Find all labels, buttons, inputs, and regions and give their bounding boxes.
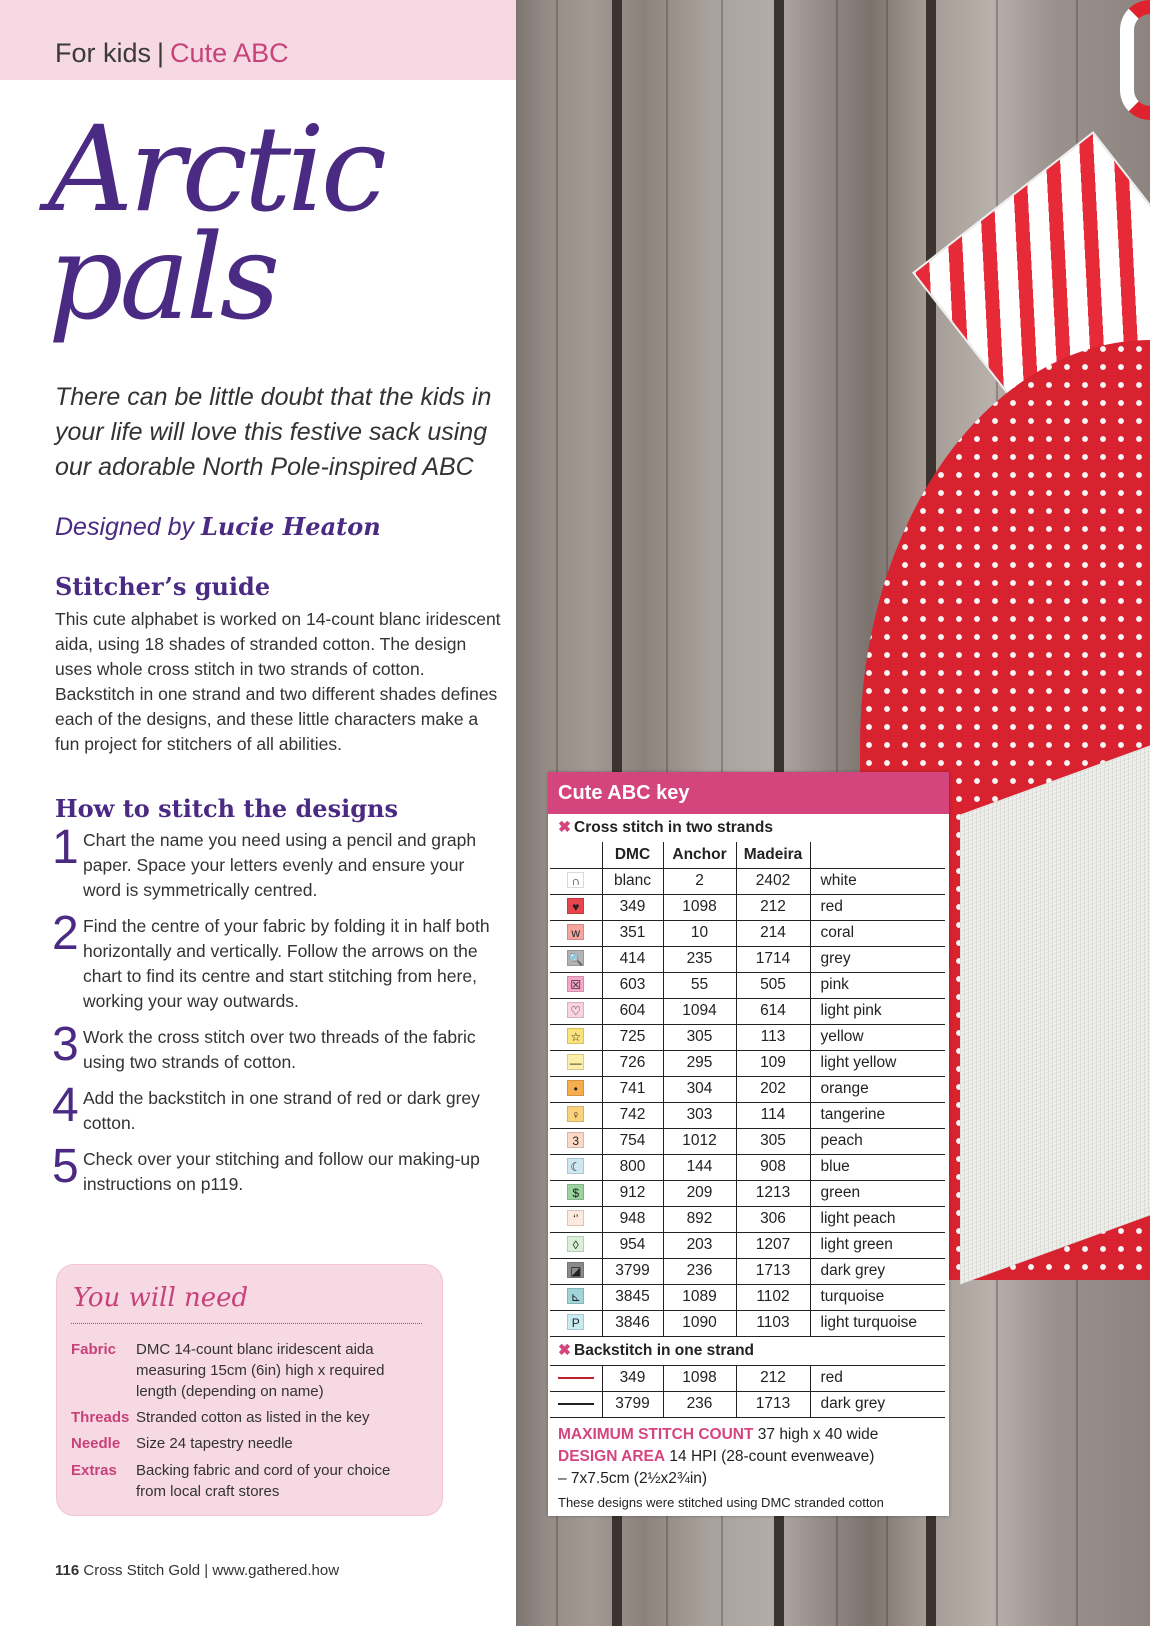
step-text: Work the cross stitch over two threads of the fabric using two strands of cotton. xyxy=(83,1027,476,1072)
table-row xyxy=(550,1232,945,1258)
title-line-1: Arctic xyxy=(48,100,383,238)
table-row xyxy=(550,1128,945,1154)
symbol-cell xyxy=(550,972,602,998)
table-row xyxy=(550,1180,945,1206)
design-area-size: – 7x7.5cm (2½x2¾in) xyxy=(558,1469,708,1487)
key-title: Cute ABC key xyxy=(548,772,949,814)
thread-key xyxy=(548,772,949,1516)
need-value: Size 24 tapestry needle xyxy=(136,1435,293,1452)
need-label: Fabric xyxy=(71,1341,117,1358)
cross-stitch-table xyxy=(550,842,945,1337)
column-header: Anchor xyxy=(663,842,736,868)
colour-name-cell: peach xyxy=(810,1128,945,1154)
madeira-cell: 212 xyxy=(736,894,810,920)
anchor-cell: 304 xyxy=(663,1076,736,1102)
stitch-symbol-icon: ‘’ xyxy=(567,1210,584,1226)
colour-name-cell: red xyxy=(810,1365,945,1391)
step-1 xyxy=(52,821,502,903)
table-row xyxy=(550,1258,945,1284)
stitch-symbol-icon: P xyxy=(567,1314,584,1330)
subsection-name: Cute ABC xyxy=(170,38,289,68)
anchor-cell: 1012 xyxy=(663,1128,736,1154)
table-row xyxy=(550,1154,945,1180)
colour-name-cell: pink xyxy=(810,972,945,998)
step-5 xyxy=(52,1140,502,1197)
colour-name-cell: turquoise xyxy=(810,1284,945,1310)
symbol-cell xyxy=(550,1102,602,1128)
table-row xyxy=(550,998,945,1024)
anchor-cell: 10 xyxy=(663,920,736,946)
step-text: Check over your stitching and follow our making-up instructions on p119. xyxy=(83,1149,480,1194)
anchor-cell: 144 xyxy=(663,1154,736,1180)
symbol-cell xyxy=(550,1232,602,1258)
cross-icon: ✖ xyxy=(558,1341,571,1359)
designer-name: Lucie Heaton xyxy=(200,512,381,541)
page-footer: 116 Cross Stitch Gold | www.gathered.how xyxy=(55,1562,340,1579)
symbol-cell xyxy=(550,1076,602,1102)
anchor-cell: 236 xyxy=(663,1258,736,1284)
madeira-cell: 214 xyxy=(736,920,810,946)
colour-name-cell: blue xyxy=(810,1154,945,1180)
step-text: Add the backstitch in one strand of red or dark grey cotton. xyxy=(83,1088,480,1133)
stitch-symbol-icon: w xyxy=(567,924,584,940)
table-row xyxy=(550,1284,945,1310)
table-row xyxy=(550,1391,945,1417)
section-separator: | xyxy=(157,38,165,68)
key-note: These designs were stitched using DMC stranded cotton xyxy=(558,1494,884,1510)
dmc-cell: 604 xyxy=(602,998,663,1024)
madeira-cell: 908 xyxy=(736,1154,810,1180)
anchor-cell: 235 xyxy=(663,946,736,972)
colour-name-cell: light yellow xyxy=(810,1050,945,1076)
area-value: 14 HPI (28-count evenweave) xyxy=(669,1447,875,1465)
symbol-cell xyxy=(550,1024,602,1050)
max-value: 37 high x 40 wide xyxy=(757,1425,879,1443)
guide-heading: Stitcher’s guide xyxy=(55,572,271,601)
dmc-cell: 948 xyxy=(602,1206,663,1232)
anchor-cell: 1094 xyxy=(663,998,736,1024)
dmc-cell: 414 xyxy=(602,946,663,972)
table-row xyxy=(550,920,945,946)
madeira-cell: 306 xyxy=(736,1206,810,1232)
symbol-cell xyxy=(550,1180,602,1206)
backstitch-heading-text: Backstitch in one strand xyxy=(574,1341,755,1359)
symbol-cell xyxy=(550,1206,602,1232)
step-number: 1 xyxy=(52,821,79,874)
section-label xyxy=(55,38,289,69)
table-row xyxy=(550,946,945,972)
anchor-cell: 1098 xyxy=(663,1365,736,1391)
column-header: Madeira xyxy=(736,842,810,868)
dmc-cell: 741 xyxy=(602,1076,663,1102)
steps-list xyxy=(52,821,502,1197)
madeira-cell: 614 xyxy=(736,998,810,1024)
stitch-symbol-icon: ♀ xyxy=(567,1106,584,1122)
stitch-symbol-icon: 3 xyxy=(567,1132,584,1148)
standfirst: There can be little doubt that the kids in your life will love this festive sack using our adorable North Pole-inspired ABC xyxy=(55,383,492,481)
backstitch-table xyxy=(550,1365,945,1418)
page-number: 116 xyxy=(55,1562,80,1579)
madeira-cell: 212 xyxy=(736,1365,810,1391)
dmc-cell: 954 xyxy=(602,1232,663,1258)
dmc-cell: 912 xyxy=(602,1180,663,1206)
symbol-cell xyxy=(550,1154,602,1180)
key-footer xyxy=(548,1418,949,1514)
colour-name-cell: dark grey xyxy=(810,1391,945,1417)
need-extras xyxy=(71,1460,421,1502)
stitch-symbol-icon: ☆ xyxy=(567,1028,584,1044)
magazine-name: Cross Stitch Gold xyxy=(83,1562,201,1579)
symbol-cell xyxy=(550,1050,602,1076)
table-row xyxy=(550,1310,945,1336)
table-row xyxy=(550,1206,945,1232)
madeira-cell: 1213 xyxy=(736,1180,810,1206)
madeira-cell: 202 xyxy=(736,1076,810,1102)
colour-name-cell: light pink xyxy=(810,998,945,1024)
colour-name-cell: light green xyxy=(810,1232,945,1258)
colour-name-cell: red xyxy=(810,894,945,920)
byline-prefix: Designed by xyxy=(55,513,194,541)
madeira-cell: 1207 xyxy=(736,1232,810,1258)
need-threads xyxy=(71,1407,421,1428)
stitch-symbol-icon: 🔍 xyxy=(568,952,584,966)
madeira-cell: 113 xyxy=(736,1024,810,1050)
dmc-cell: 351 xyxy=(602,920,663,946)
anchor-cell: 2 xyxy=(663,868,736,894)
step-3 xyxy=(52,1018,502,1075)
step-4 xyxy=(52,1079,502,1136)
stitch-symbol-icon: ♥ xyxy=(567,898,584,914)
stitch-symbol-icon: ◊ xyxy=(567,1236,584,1252)
madeira-cell: 2402 xyxy=(736,868,810,894)
stitch-symbol-icon: ⊾ xyxy=(567,1288,584,1304)
dmc-cell: blanc xyxy=(602,868,663,894)
symbol-cell xyxy=(550,894,602,920)
guide-text: This cute alphabet is worked on 14-count blanc iridescent aida, using 18 shades of stranded cotton. The design uses whole cross stitch in two strands of cotton. Backstitch in one strand and two different shades defines each of the designs, and these little characters make a fun project for stitchers of all abilities. xyxy=(55,609,501,754)
step-text: Chart the name you need using a pencil and graph paper. Space your letters evenly and ensure your word is symmetrically centred. xyxy=(83,830,477,900)
step-number: 4 xyxy=(52,1079,79,1132)
anchor-cell: 203 xyxy=(663,1232,736,1258)
cross-stitch-heading-text: Cross stitch in two strands xyxy=(574,819,773,836)
max-stitch-count xyxy=(558,1424,939,1446)
symbol-cell xyxy=(550,868,602,894)
line-cell xyxy=(550,1365,602,1391)
dmc-cell: 3846 xyxy=(602,1310,663,1336)
table-row xyxy=(550,1076,945,1102)
colour-name-cell: white xyxy=(810,868,945,894)
candy-cane xyxy=(1120,0,1150,120)
cross-icon: ✖ xyxy=(558,819,571,836)
website: www.gathered.how xyxy=(212,1562,340,1579)
title-line-2: pals xyxy=(48,208,277,346)
dmc-cell: 3799 xyxy=(602,1258,663,1284)
design-area xyxy=(558,1446,939,1468)
stitch-symbol-icon: $ xyxy=(567,1184,584,1200)
dmc-cell: 603 xyxy=(602,972,663,998)
dmc-cell: 3845 xyxy=(602,1284,663,1310)
colour-name-cell: tangerine xyxy=(810,1102,945,1128)
table-row xyxy=(550,972,945,998)
dmc-cell: 349 xyxy=(602,894,663,920)
symbol-cell xyxy=(550,998,602,1024)
dotted-divider xyxy=(71,1323,422,1324)
anchor-cell: 236 xyxy=(663,1391,736,1417)
stitch-symbol-icon: • xyxy=(567,1080,584,1096)
step-text: Find the centre of your fabric by folding it in half both horizontally and vertically. Follow the arrows on the chart to find its centre and start stitching from here, working your way outwards. xyxy=(83,916,490,1011)
stitch-symbol-icon: ☒ xyxy=(567,976,584,992)
madeira-cell: 1103 xyxy=(736,1310,810,1336)
need-fabric xyxy=(71,1339,421,1402)
table-row xyxy=(550,1102,945,1128)
step-number: 2 xyxy=(52,907,79,960)
colour-name-cell: orange xyxy=(810,1076,945,1102)
colour-name-cell: coral xyxy=(810,920,945,946)
colour-name-cell: grey xyxy=(810,946,945,972)
name-header xyxy=(810,842,945,868)
symbol-cell xyxy=(550,1128,602,1154)
howto-heading: How to stitch the designs xyxy=(55,794,398,823)
byline xyxy=(55,512,381,542)
madeira-cell: 305 xyxy=(736,1128,810,1154)
anchor-cell: 305 xyxy=(663,1024,736,1050)
colour-name-cell: yellow xyxy=(810,1024,945,1050)
table-row xyxy=(550,894,945,920)
stitch-symbol-icon: ◪ xyxy=(567,1262,584,1278)
page-title xyxy=(48,100,383,346)
stitch-symbol-icon: — xyxy=(567,1054,584,1070)
anchor-cell: 892 xyxy=(663,1206,736,1232)
cross-stitch-heading xyxy=(548,814,949,842)
colour-name-cell: green xyxy=(810,1180,945,1206)
max-label: MAXIMUM STITCH COUNT xyxy=(558,1425,754,1443)
colour-name-cell: light peach xyxy=(810,1206,945,1232)
table-row xyxy=(550,1365,945,1391)
aida-band xyxy=(960,745,1150,1284)
section-name: For kids xyxy=(55,38,152,68)
area-label: DESIGN AREA xyxy=(558,1447,666,1465)
anchor-cell: 55 xyxy=(663,972,736,998)
backstitch-heading xyxy=(548,1337,949,1365)
anchor-cell: 303 xyxy=(663,1102,736,1128)
you-will-need-box xyxy=(56,1264,443,1516)
dmc-cell: 800 xyxy=(602,1154,663,1180)
table-row xyxy=(550,868,945,894)
stitch-symbol-icon: ∩ xyxy=(567,872,584,888)
symbol-cell xyxy=(550,946,602,972)
dmc-cell: 349 xyxy=(602,1365,663,1391)
anchor-cell: 1089 xyxy=(663,1284,736,1310)
backstitch-line-icon xyxy=(558,1403,594,1405)
table-row xyxy=(550,1050,945,1076)
dmc-cell: 3799 xyxy=(602,1391,663,1417)
anchor-cell: 295 xyxy=(663,1050,736,1076)
anchor-cell: 1098 xyxy=(663,894,736,920)
backstitch-line-icon xyxy=(558,1377,594,1379)
dmc-cell: 725 xyxy=(602,1024,663,1050)
need-label: Extras xyxy=(71,1462,117,1479)
colour-name-cell: light turquoise xyxy=(810,1310,945,1336)
step-number: 5 xyxy=(52,1140,79,1193)
need-value: DMC 14-count blanc iridescent aida measuring 15cm (6in) high x required length (depending on name) xyxy=(136,1341,385,1400)
symbol-cell xyxy=(550,1310,602,1336)
madeira-cell: 1714 xyxy=(736,946,810,972)
dmc-cell: 754 xyxy=(602,1128,663,1154)
stitch-symbol-icon: ♡ xyxy=(567,1002,584,1018)
symbol-cell xyxy=(550,920,602,946)
symbol-cell xyxy=(550,1258,602,1284)
you-will-need-title: You will need xyxy=(73,1283,249,1313)
line-cell xyxy=(550,1391,602,1417)
symbol-header xyxy=(550,842,602,868)
madeira-cell: 505 xyxy=(736,972,810,998)
anchor-cell: 209 xyxy=(663,1180,736,1206)
stitch-symbol-icon: ☾ xyxy=(567,1158,584,1174)
need-value: Backing fabric and cord of your choice from local craft stores xyxy=(136,1462,391,1500)
table-row xyxy=(550,1024,945,1050)
madeira-cell: 1713 xyxy=(736,1258,810,1284)
colour-name-cell: dark grey xyxy=(810,1258,945,1284)
madeira-cell: 1713 xyxy=(736,1391,810,1417)
article-column xyxy=(0,0,516,1626)
dmc-cell: 742 xyxy=(602,1102,663,1128)
table-header-row xyxy=(550,842,945,868)
dmc-cell: 726 xyxy=(602,1050,663,1076)
anchor-cell: 1090 xyxy=(663,1310,736,1336)
need-label: Threads xyxy=(71,1409,130,1426)
madeira-cell: 114 xyxy=(736,1102,810,1128)
madeira-cell: 109 xyxy=(736,1050,810,1076)
madeira-cell: 1102 xyxy=(736,1284,810,1310)
need-value: Stranded cotton as listed in the key xyxy=(136,1409,370,1426)
need-label: Needle xyxy=(71,1435,121,1452)
need-needle xyxy=(71,1433,421,1454)
symbol-cell xyxy=(550,1284,602,1310)
step-2 xyxy=(52,907,502,1014)
step-number: 3 xyxy=(52,1018,79,1071)
column-header: DMC xyxy=(602,842,663,868)
